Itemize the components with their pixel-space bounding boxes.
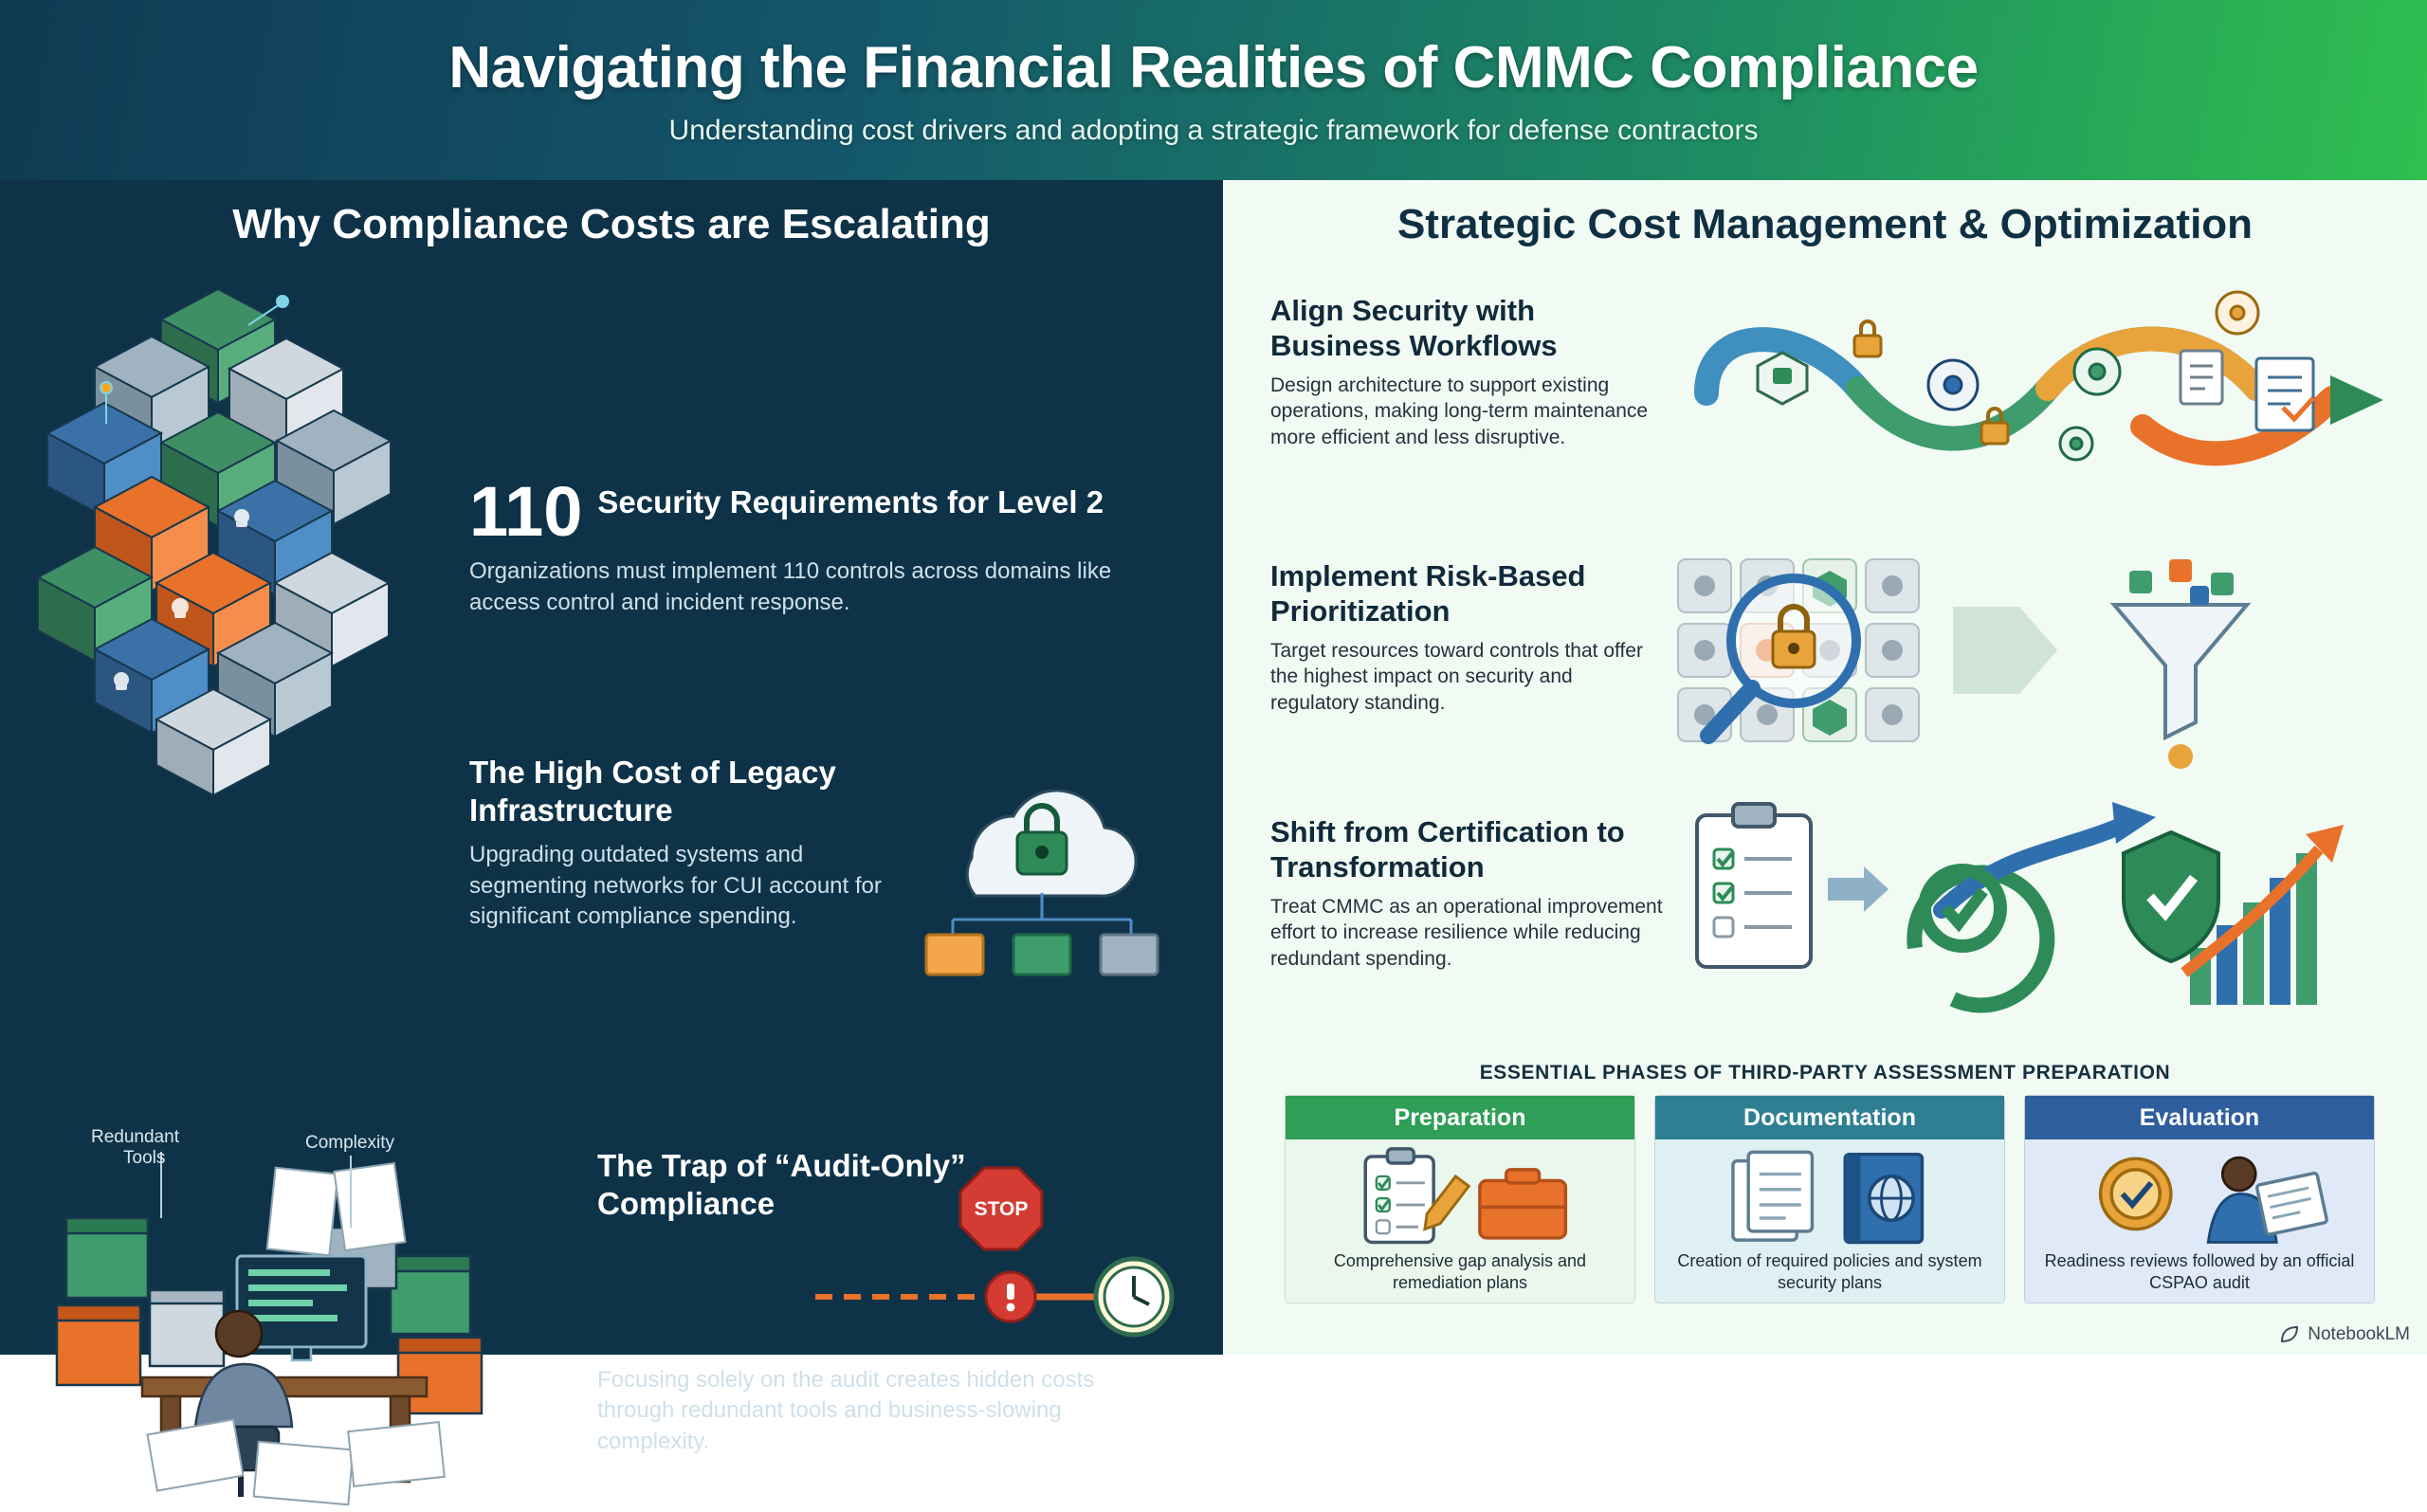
infinity-workflow-illustration <box>1669 284 2389 502</box>
phase-caption-evaluation: Readiness reviews followed by an official CSPAO audit <box>2044 1251 2355 1292</box>
left-column-title: Why Compliance Costs are Escalating <box>232 201 991 247</box>
watermark-label: NotebookLM <box>2308 1324 2410 1344</box>
documentation-art <box>1665 1145 1995 1250</box>
stat-number: 110 <box>469 472 583 551</box>
left-column <box>0 180 1223 1454</box>
preparation-art <box>1295 1145 1625 1250</box>
stat-label: Security Requirements for Level 2 <box>597 484 1104 519</box>
label-complexity: Complexity <box>305 1133 394 1153</box>
phase-label-evaluation: Evaluation <box>2139 1103 2260 1131</box>
right-point-2-heading: Implement Risk-Based Prioritization <box>1270 559 1586 628</box>
right-point-1-heading: Align Security with Business Workflows <box>1270 294 1558 362</box>
watermark <box>2279 1324 2410 1345</box>
left-point-1 <box>469 472 1171 618</box>
right-point-1-body: Design architecture to support existing operations, making long-term maintenance more efficient and less disruptive. <box>1270 374 1649 448</box>
left-point-2 <box>469 754 915 932</box>
left-point-2-heading: The High Cost of Legacy Infrastructure <box>469 755 836 828</box>
phases-row <box>1285 1095 2375 1303</box>
right-point-3-heading: Shift from Certification to Transformation <box>1270 815 1625 884</box>
phase-card-preparation[interactable] <box>1285 1095 1635 1303</box>
right-point-2-body: Target resources toward controls that offer the highest impact on security and regulatory standing. <box>1270 640 1643 714</box>
page-title: Navigating the Financial Realities of CMMC Compliance <box>448 34 1979 100</box>
header-banner <box>0 0 2427 180</box>
right-point-2 <box>1270 559 1659 716</box>
stop-clock-illustration <box>948 1157 1195 1375</box>
phases-title: ESSENTIAL PHASES OF THIRD-PARTY ASSESSMENT PREPARATION <box>1479 1062 2171 1084</box>
phase-header-documentation <box>1655 1096 2004 1139</box>
stat-110 <box>469 472 1171 551</box>
phase-card-documentation[interactable] <box>1654 1095 2005 1303</box>
notebook-icon <box>2279 1324 2300 1345</box>
left-point-3-body: Focusing solely on the audit creates hidden costs through redundant tools and business-slowing complexity. <box>597 1367 1095 1454</box>
evaluation-art <box>2035 1145 2364 1250</box>
phase-caption-preparation: Comprehensive gap analysis and remediation plans <box>1333 1251 1587 1292</box>
risk-prioritization-illustration <box>1669 550 2389 777</box>
right-point-1 <box>1270 294 1650 450</box>
phase-card-evaluation[interactable] <box>2024 1095 2375 1303</box>
phase-label-documentation: Documentation <box>1743 1103 1916 1131</box>
left-point-3-text <box>597 1365 1128 1457</box>
phase-header-evaluation <box>2025 1096 2374 1139</box>
phase-caption-documentation: Creation of required policies and system security plans <box>1677 1251 1982 1292</box>
phase-label-preparation: Preparation <box>1394 1103 1526 1131</box>
label-redundant-tools-2: Tools <box>123 1148 166 1168</box>
right-point-3 <box>1270 815 1669 972</box>
phase-header-preparation <box>1286 1096 1634 1139</box>
right-column-title: Strategic Cost Management & Optimization <box>1396 201 2254 247</box>
audit-clutter-illustration <box>38 1114 569 1512</box>
label-redundant-tools: Redundant <box>91 1127 179 1147</box>
cloud-lock-illustration <box>915 768 1171 986</box>
right-point-3-body: Treat CMMC as an operational improvement effort to increase resilience while reducing redundant spending. <box>1270 896 1663 970</box>
stop-sign-text: STOP <box>974 1198 1029 1220</box>
left-point-1-body: Organizations must implement 110 controls across domains like access control and incident response. <box>469 558 1112 615</box>
left-point-2-body: Upgrading outdated systems and segmenting networks for CUI account for significant compliance spending. <box>469 842 882 929</box>
left-point-3-heading: The Trap of “Audit-Only” Compliance <box>597 1148 966 1221</box>
page-subtitle: Understanding cost drivers and adopting a strategic framework for defense contractors <box>668 114 1759 146</box>
legacy-stack-illustration <box>38 270 446 801</box>
transformation-illustration <box>1678 796 2389 1033</box>
